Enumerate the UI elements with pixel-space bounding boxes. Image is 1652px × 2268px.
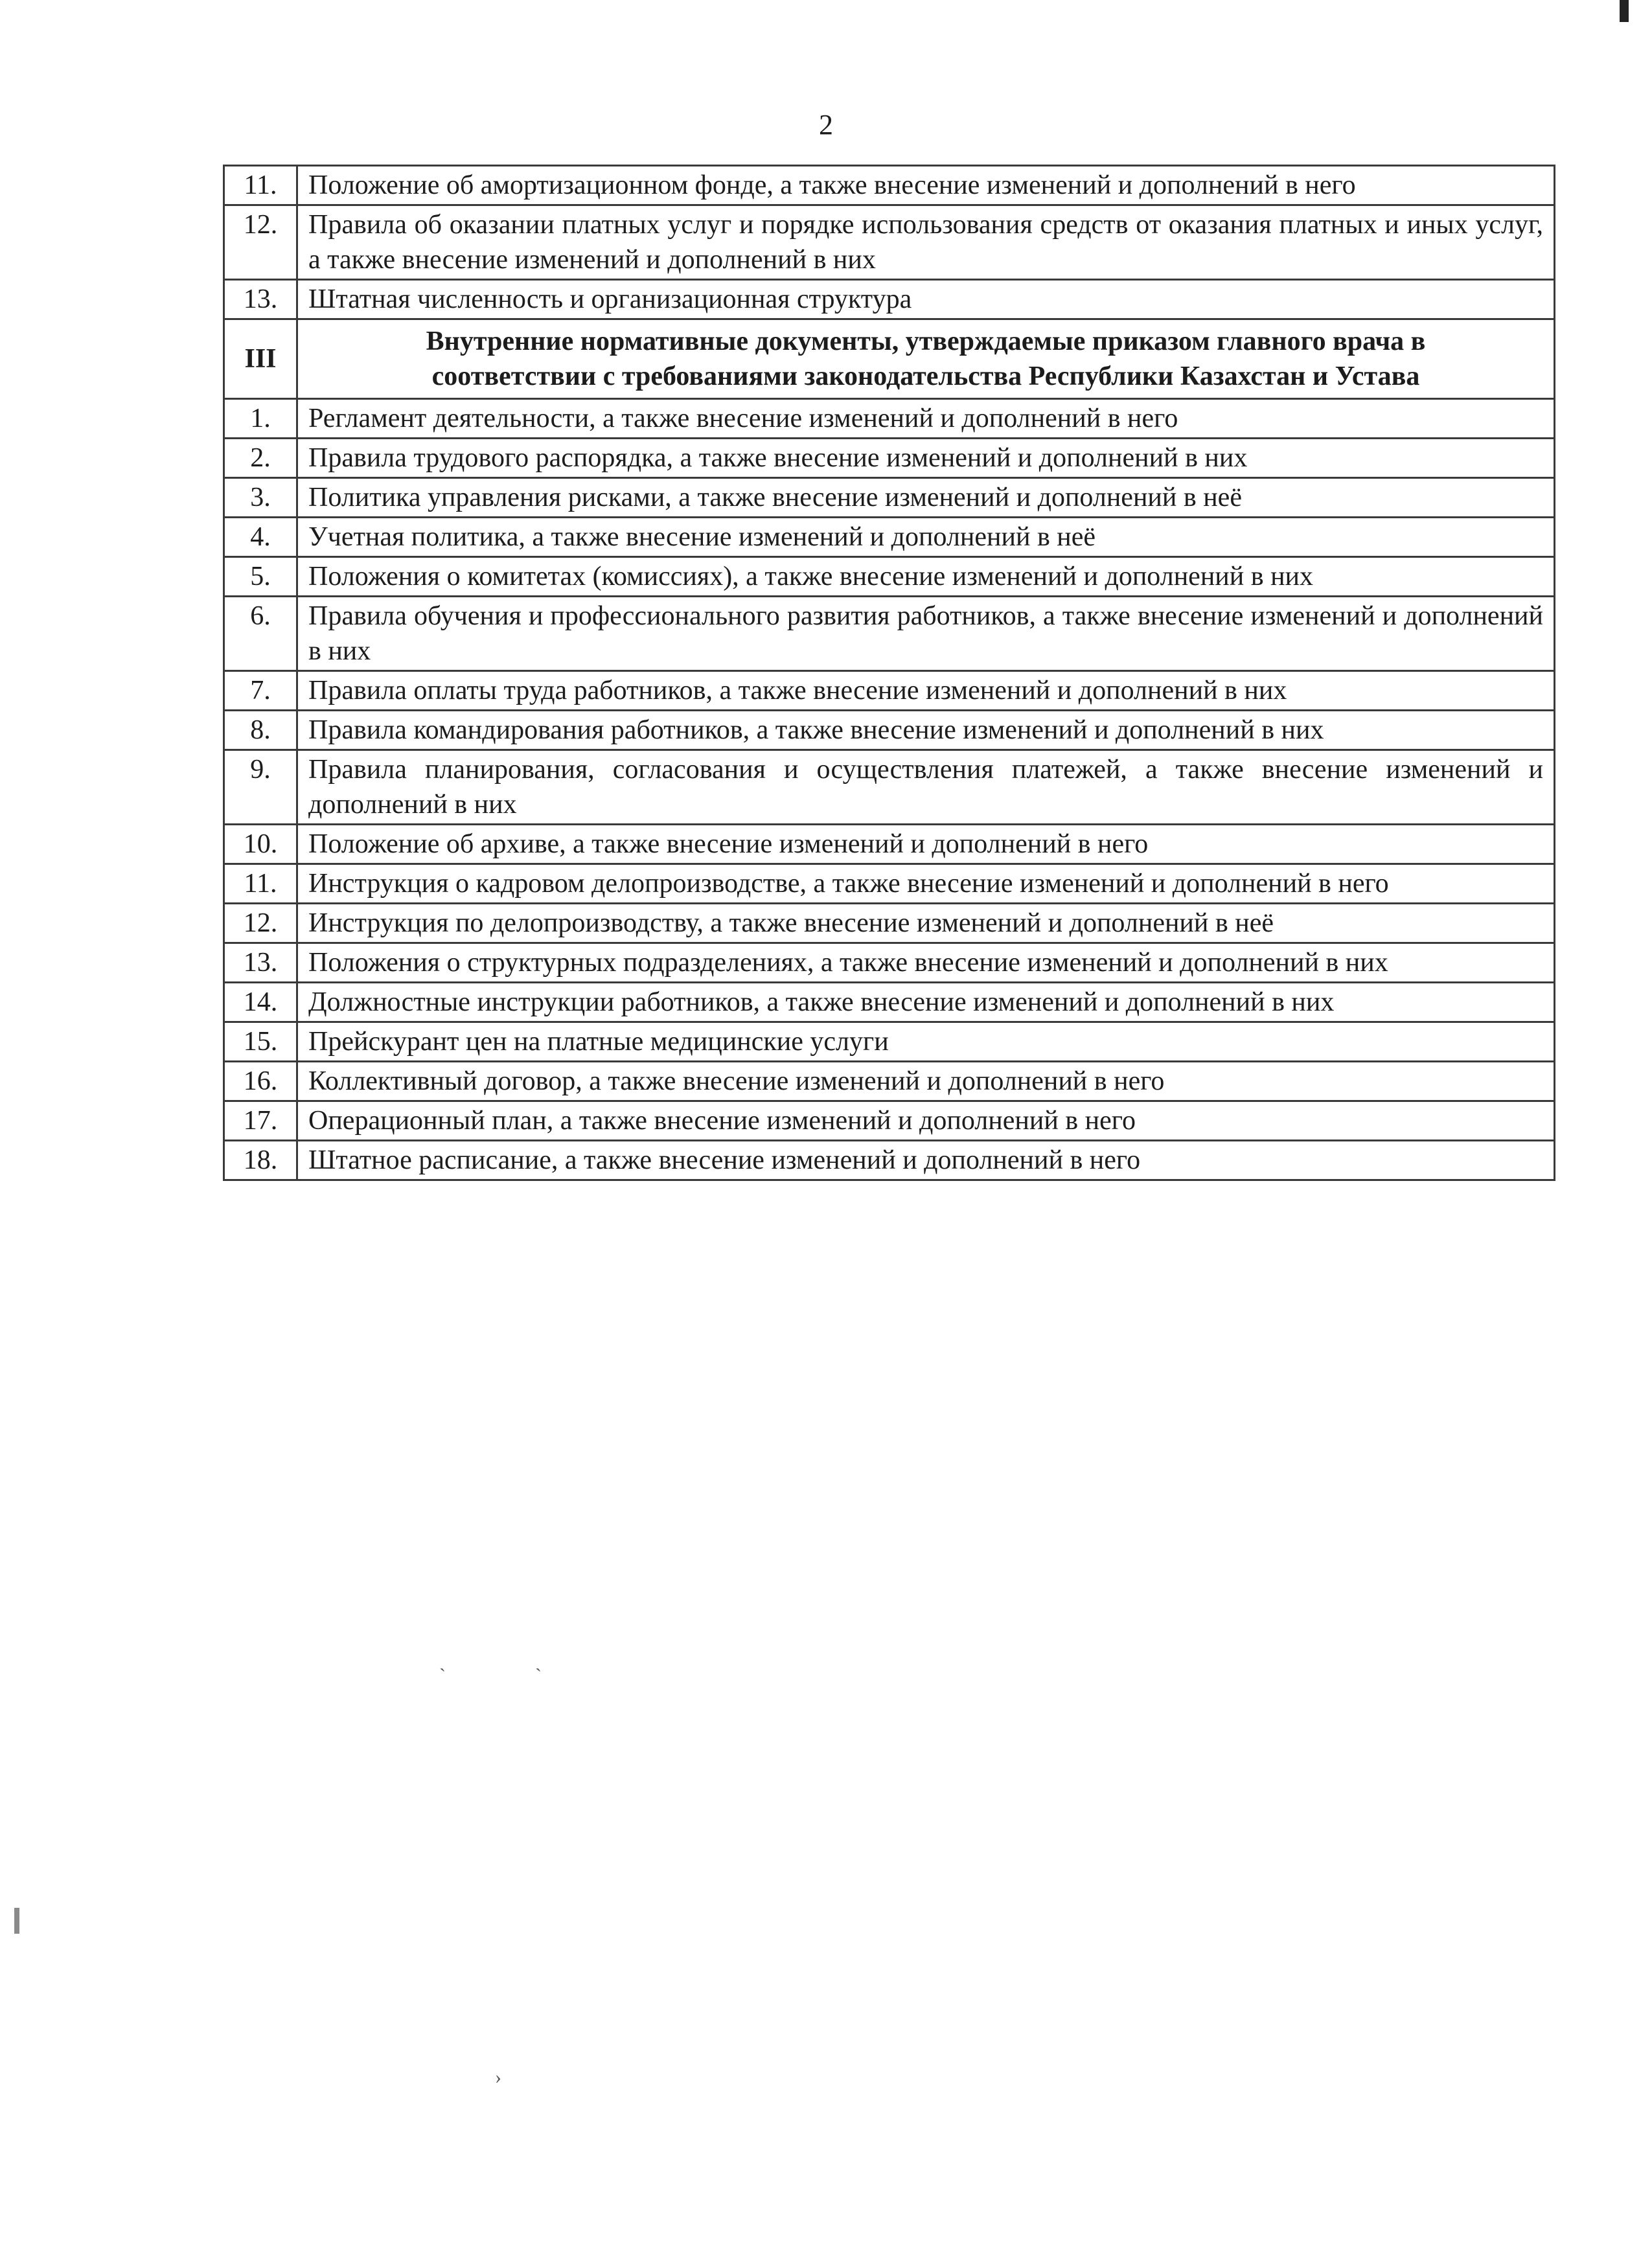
row-text: Коллективный договор, а также внесение изменений и дополнений в него: [297, 1062, 1555, 1101]
row-text: Должностные инструкции работников, а также внесение изменений и дополнений в них: [297, 983, 1555, 1022]
table-row: [224, 1101, 1555, 1141]
page-number: 2: [819, 109, 833, 141]
scan-speck: `: [439, 1665, 446, 1686]
scan-edge-mark: [1620, 0, 1629, 22]
row-number: 15.: [224, 1022, 297, 1062]
section-title-line-1: Внутренние нормативные документы, утверждаемые приказом главного врача в: [426, 326, 1426, 356]
row-number: 3.: [224, 478, 297, 518]
row-text: Положение об амортизационном фонде, а также внесение изменений и дополнений в него: [297, 166, 1555, 205]
row-text: Правила оплаты труда работников, а также внесение изменений и дополнений в них: [297, 671, 1555, 711]
table-row: [224, 671, 1555, 711]
row-text: Учетная политика, а также внесение изменений и дополнений в неё: [297, 518, 1555, 557]
row-text: Политика управления рисками, а также внесение изменений и дополнений в неё: [297, 478, 1555, 518]
table-row: [224, 439, 1555, 478]
row-text: Инструкция о кадровом делопроизводстве, а также внесение изменений и дополнений в него: [297, 864, 1555, 904]
row-number: 13.: [224, 943, 297, 983]
table-row: [224, 825, 1555, 864]
scan-speck: ›: [495, 2067, 501, 2088]
row-number: 10.: [224, 825, 297, 864]
row-number: 12.: [224, 205, 297, 280]
row-text: Положение об архиве, а также внесение изменений и дополнений в него: [297, 825, 1555, 864]
table-row: [224, 943, 1555, 983]
section-title: [297, 319, 1555, 399]
row-text: Положения о структурных подразделениях, а также внесение изменений и дополнений в них: [297, 943, 1555, 983]
table-row: [224, 205, 1555, 280]
row-text: Операционный план, а также внесение изменений и дополнений в него: [297, 1101, 1555, 1141]
row-text: Инструкция по делопроизводству, а также внесение изменений и дополнений в неё: [297, 904, 1555, 943]
table-row: [224, 983, 1555, 1022]
row-number: 4.: [224, 518, 297, 557]
row-text: Правила планирования, согласования и осуществления платежей, а также внесение изменений и дополнений в них: [297, 750, 1555, 825]
documents-table: [223, 165, 1555, 1181]
row-number: 1.: [224, 399, 297, 439]
table-row: [224, 557, 1555, 597]
table-row: [224, 166, 1555, 205]
table-row: [224, 1062, 1555, 1101]
section-number: III: [224, 319, 297, 399]
table-row: [224, 711, 1555, 750]
table-row: [224, 1141, 1555, 1180]
row-text: Прейскурант цен на платные медицинские услуги: [297, 1022, 1555, 1062]
row-number: 7.: [224, 671, 297, 711]
row-text: Правила командирования работников, а также внесение изменений и дополнений в них: [297, 711, 1555, 750]
table-row: [224, 280, 1555, 319]
scan-edge-mark: [14, 1908, 19, 1934]
table-row: [224, 597, 1555, 671]
documents-table-body: [224, 166, 1555, 1180]
scan-speck: `: [535, 1665, 542, 1686]
table-row: [224, 518, 1555, 557]
table-row: [224, 750, 1555, 825]
table-row: [224, 478, 1555, 518]
row-number: 17.: [224, 1101, 297, 1141]
table-row: [224, 399, 1555, 439]
row-text: Правила обучения и профессионального развития работников, а также внесение изменений и дополнений в них: [297, 597, 1555, 671]
row-number: 12.: [224, 904, 297, 943]
row-number: 13.: [224, 280, 297, 319]
row-number: 16.: [224, 1062, 297, 1101]
row-number: 8.: [224, 711, 297, 750]
row-text: Положения о комитетах (комиссиях), а также внесение изменений и дополнений в них: [297, 557, 1555, 597]
row-text: Регламент деятельности, а также внесение изменений и дополнений в него: [297, 399, 1555, 439]
row-text: Штатное расписание, а также внесение изменений и дополнений в него: [297, 1141, 1555, 1180]
section-header-row: [224, 319, 1555, 399]
row-number: 11.: [224, 166, 297, 205]
table-row: [224, 864, 1555, 904]
row-text: Правила трудового распорядка, а также внесение изменений и дополнений в них: [297, 439, 1555, 478]
row-number: 6.: [224, 597, 297, 671]
row-number: 2.: [224, 439, 297, 478]
table-row: [224, 904, 1555, 943]
row-number: 5.: [224, 557, 297, 597]
section-title-line-2: соответствии с требованиями законодательства Республики Казахстан и Устава: [431, 361, 1420, 391]
table-row: [224, 1022, 1555, 1062]
row-number: 18.: [224, 1141, 297, 1180]
row-number: 11.: [224, 864, 297, 904]
row-text: Правила об оказании платных услуг и порядке использования средств от оказания платных и иных услуг, а также внесение изменений и дополнений в них: [297, 205, 1555, 280]
row-number: 9.: [224, 750, 297, 825]
row-text: Штатная численность и организационная структура: [297, 280, 1555, 319]
row-number: 14.: [224, 983, 297, 1022]
